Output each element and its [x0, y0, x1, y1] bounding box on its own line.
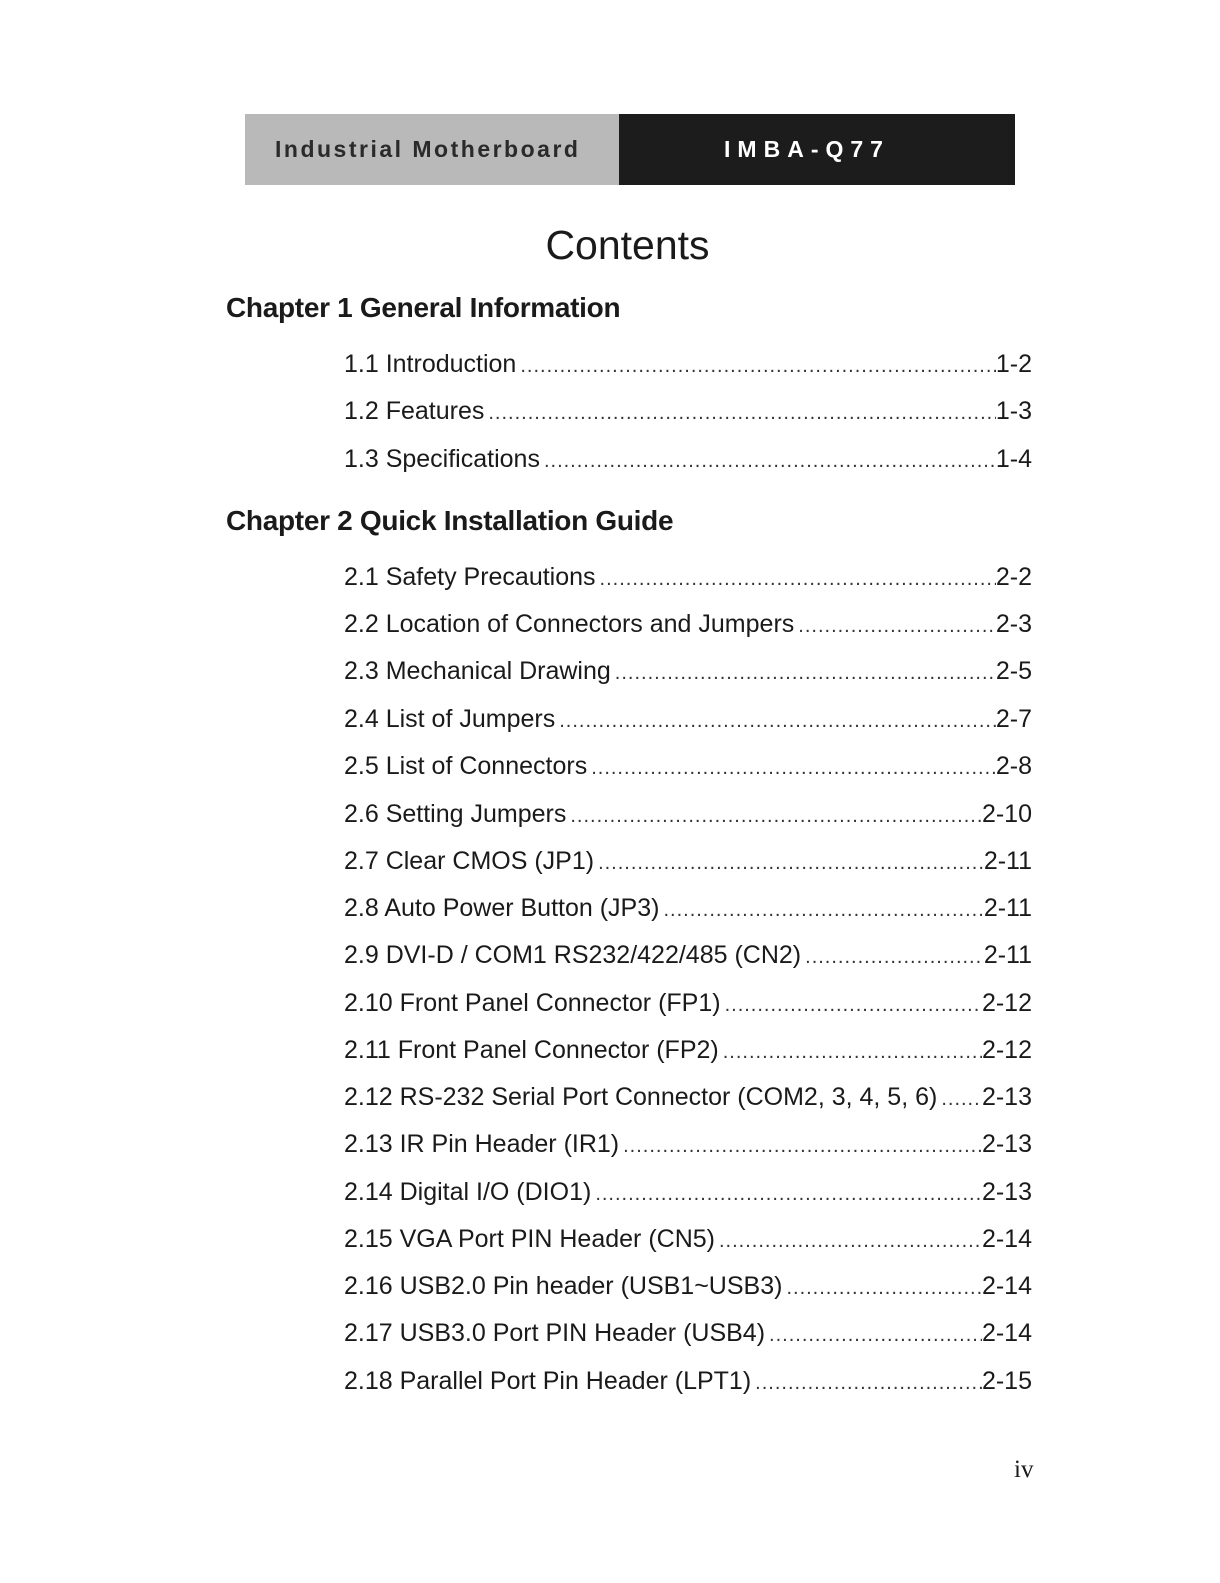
toc-leader-dots [937, 1088, 982, 1111]
toc-leader-dots [719, 1041, 982, 1064]
toc-entry[interactable] [344, 800, 1032, 834]
toc-entry-page: 2-13 [981, 1083, 1032, 1111]
toc-leader-dots [516, 355, 996, 378]
toc-entry-page: 2-14 [981, 1319, 1032, 1347]
chapter-heading: Chapter 1 General Information [226, 292, 621, 323]
toc-entry[interactable] [344, 1130, 1032, 1164]
toc-entry[interactable] [344, 563, 1032, 597]
toc-entry-label: 2.13 IR Pin Header (IR1) [344, 1130, 620, 1158]
toc-leader-dots [794, 615, 996, 638]
header-band [245, 114, 1015, 185]
toc-entry-page: 2-14 [981, 1225, 1032, 1253]
toc-entry-label: 2.12 RS-232 Serial Port Connector (COM2, 3, 4, 5, 6) [344, 1083, 938, 1111]
toc-entry-page: 1-2 [995, 350, 1032, 378]
toc-entry-page: 2-5 [995, 657, 1032, 685]
toc-entry-page: 2-13 [981, 1130, 1032, 1158]
toc-entry[interactable] [344, 445, 1032, 479]
toc-leader-dots [566, 805, 982, 828]
toc-entry-page: 2-12 [981, 989, 1032, 1017]
toc-leader-dots [540, 450, 996, 473]
toc-entry-label: 2.6 Setting Jumpers [344, 800, 567, 828]
toc-entry-page: 1-4 [995, 445, 1032, 473]
toc-leader-dots [659, 899, 983, 922]
toc-entry-label: 2.5 List of Connectors [344, 752, 588, 780]
toc-entry-page: 2-14 [981, 1272, 1032, 1300]
toc-entry-label: 2.17 USB3.0 Port PIN Header (USB4) [344, 1319, 766, 1347]
toc-entry-label: 2.10 Front Panel Connector (FP1) [344, 989, 721, 1017]
toc-entry-page: 1-3 [995, 397, 1032, 425]
page-number: iv [1014, 1456, 1034, 1483]
toc-entry[interactable] [344, 350, 1032, 384]
toc-leader-dots [555, 710, 996, 733]
toc-entry-label: 1.1 Introduction [344, 350, 517, 378]
toc-entry-label: 2.3 Mechanical Drawing [344, 657, 611, 685]
toc-leader-dots [587, 757, 996, 780]
toc-leader-dots [721, 994, 982, 1017]
toc-leader-dots [801, 946, 984, 969]
toc-entry[interactable] [344, 610, 1032, 644]
toc-leader-dots [596, 568, 996, 591]
toc-leader-dots [782, 1277, 982, 1300]
toc-leader-dots [611, 662, 996, 685]
toc-entry[interactable] [344, 752, 1032, 786]
toc-entry[interactable] [344, 1367, 1032, 1401]
toc-entry-page: 2-11 [983, 941, 1032, 969]
toc-entry-page: 2-10 [981, 800, 1032, 828]
header-model-name: IMBA-Q77 [619, 114, 1015, 185]
toc-leader-dots [715, 1230, 982, 1253]
toc-entry-label: 2.4 List of Jumpers [344, 705, 556, 733]
toc-entry-page: 2-12 [981, 1036, 1032, 1064]
toc-entry-label: 2.1 Safety Precautions [344, 563, 596, 591]
toc-entry[interactable] [344, 1083, 1032, 1117]
toc-leader-dots [594, 852, 984, 875]
toc-entry[interactable] [344, 397, 1032, 431]
toc-entry-label: 1.2 Features [344, 397, 485, 425]
toc-entry-label: 2.7 Clear CMOS (JP1) [344, 847, 595, 875]
toc-entry[interactable] [344, 1319, 1032, 1353]
toc-entry-label: 2.15 VGA Port PIN Header (CN5) [344, 1225, 715, 1253]
toc-leader-dots [484, 402, 996, 425]
toc-entry[interactable] [344, 941, 1032, 975]
page-title: Contents [545, 222, 710, 268]
toc-leader-dots [619, 1135, 982, 1158]
toc-entry-page: 2-7 [995, 705, 1032, 733]
toc-entry-label: 2.16 USB2.0 Pin header (USB1~USB3) [344, 1272, 783, 1300]
toc-entry-label: 2.14 Digital I/O (DIO1) [344, 1178, 592, 1206]
toc-leader-dots [751, 1372, 982, 1395]
toc-entry[interactable] [344, 1178, 1032, 1212]
toc-entry[interactable] [344, 847, 1032, 881]
toc-entry-page: 2-2 [995, 563, 1032, 591]
toc-entry-page: 2-15 [981, 1367, 1032, 1395]
toc-entry-page: 2-11 [983, 847, 1032, 875]
toc-entry-label: 2.11 Front Panel Connector (FP2) [344, 1036, 719, 1064]
toc-entry[interactable] [344, 989, 1032, 1023]
toc-entry-label: 2.9 DVI-D / COM1 RS232/422/485 (CN2) [344, 941, 802, 969]
toc-entry-label: 2.8 Auto Power Button (JP3) [344, 894, 660, 922]
toc-leader-dots [591, 1183, 982, 1206]
toc-leader-dots [765, 1324, 982, 1347]
toc-entry[interactable] [344, 705, 1032, 739]
header-product-category: Industrial Motherboard [245, 114, 619, 185]
toc-entry-label: 1.3 Specifications [344, 445, 540, 473]
toc-entry[interactable] [344, 894, 1032, 928]
toc-entry-label: 2.18 Parallel Port Pin Header (LPT1) [344, 1367, 752, 1395]
toc-entry-page: 2-13 [981, 1178, 1032, 1206]
toc-entry-page: 2-11 [983, 894, 1032, 922]
toc-entry[interactable] [344, 1225, 1032, 1259]
toc-entry[interactable] [344, 1036, 1032, 1070]
toc-entry-page: 2-3 [995, 610, 1032, 638]
toc-entry[interactable] [344, 1272, 1032, 1306]
chapter-heading: Chapter 2 Quick Installation Guide [226, 505, 674, 536]
toc-entry-label: 2.2 Location of Connectors and Jumpers [344, 610, 795, 638]
toc-entry-page: 2-8 [995, 752, 1032, 780]
toc-entry[interactable] [344, 657, 1032, 691]
